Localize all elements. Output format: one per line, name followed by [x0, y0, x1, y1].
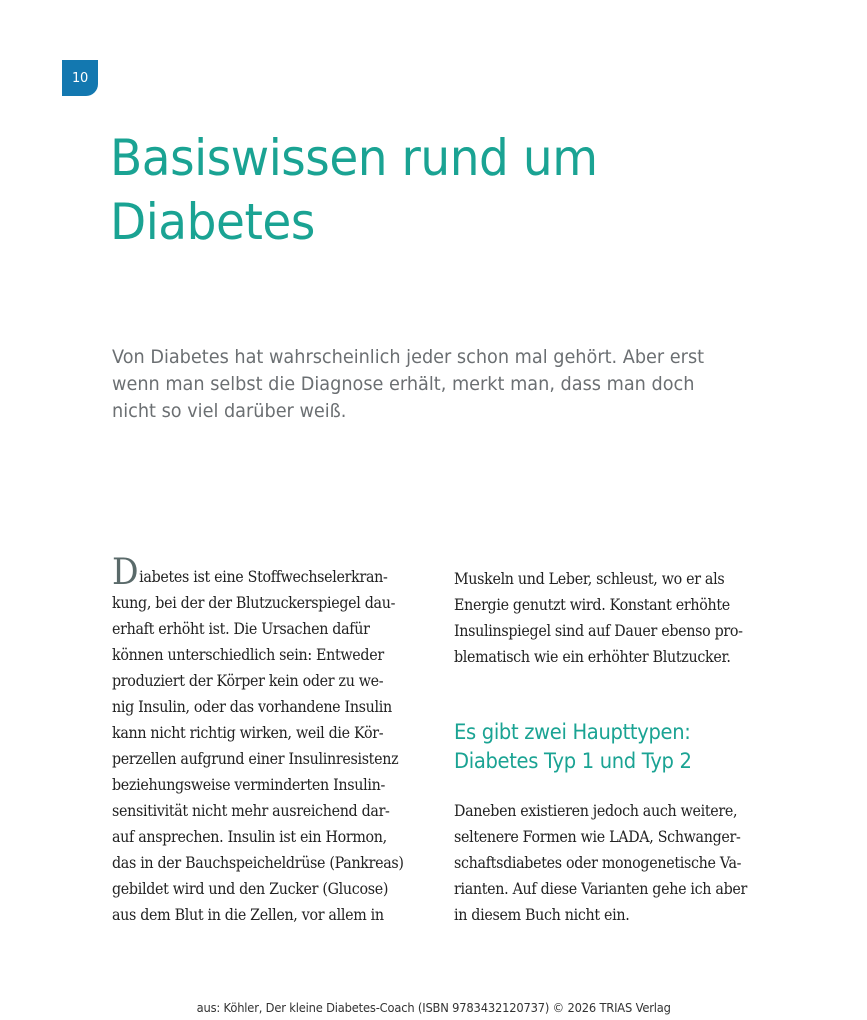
text-line: beziehungsweise verminderten Insulin-: [112, 776, 385, 794]
section-subheading: [454, 718, 789, 776]
drop-cap: D: [112, 552, 139, 593]
text-line: Insulinspiegel sind auf Dauer ebenso pro-: [454, 622, 743, 640]
text-line: rianten. Auf diese Varianten gehe ich aber: [454, 880, 747, 898]
subheading-line-2: Diabetes Typ 1 und Typ 2: [454, 749, 692, 773]
source-footer: [0, 1000, 867, 1015]
intro-line: wenn man selbst die Diagnose erhält, merkt man, dass man doch: [112, 373, 695, 395]
chapter-title-line-1: Basiswissen rund um: [110, 129, 598, 187]
text-line: aus dem Blut in die Zellen, vor allem in: [112, 906, 384, 924]
left-text-column: [112, 552, 432, 928]
text-line: Muskeln und Leber, schleust, wo er als: [454, 570, 725, 588]
text-line: auf ansprechen. Insulin ist ein Hormon,: [112, 828, 387, 846]
subheading-line-1: Es gibt zwei Haupttypen:: [454, 720, 691, 744]
text-line: perzellen aufgrund einer Insulinresistenz: [112, 750, 399, 768]
text-line: erhaft erhöht ist. Die Ursachen dafür: [112, 620, 370, 638]
intro-line: nicht so viel darüber weiß.: [112, 400, 347, 422]
text-line: können unterschiedlich sein: Entweder: [112, 646, 384, 664]
text-line: Energie genutzt wird. Konstant erhöhte: [454, 596, 730, 614]
text-line: kann nicht richtig wirken, weil die Kör-: [112, 724, 384, 742]
text-line: schaftsdiabetes oder monogenetische Va-: [454, 854, 742, 872]
text-line: blematisch wie ein erhöhter Blutzucker.: [454, 648, 731, 666]
text-line: kung, bei der der Blutzuckerspiegel dau-: [112, 594, 396, 612]
body-paragraph: [454, 798, 785, 928]
text-line: Daneben existieren jedoch auch weitere,: [454, 802, 738, 820]
chapter-title-line-2: Diabetes: [110, 193, 315, 251]
text-line: nig Insulin, oder das vorhandene Insulin: [112, 698, 392, 716]
chapter-title: [110, 126, 712, 254]
page-number: 10: [72, 70, 88, 86]
page-number-badge: [62, 60, 98, 96]
text-line: sensitivität nicht mehr ausreichend dar-: [112, 802, 390, 820]
intro-paragraph: [112, 344, 744, 425]
text-line: seltenere Formen wie LADA, Schwanger-: [454, 828, 741, 846]
text-line: produziert der Körper kein oder zu we-: [112, 672, 384, 690]
body-paragraph-continued: [454, 566, 785, 670]
footer-text: aus: Köhler, Der kleine Diabetes-Coach (ISBN 9783432120737) © 2026 TRIAS Verlag: [196, 1000, 671, 1015]
intro-line: Von Diabetes hat wahrscheinlich jeder schon mal gehört. Aber erst: [112, 346, 705, 368]
text-line: das in der Bauchspeicheldrüse (Pankreas): [112, 854, 404, 872]
text-line: gebildet wird und den Zucker (Glucose): [112, 880, 389, 898]
right-text-column: [454, 566, 784, 928]
text-line: iabetes ist eine Stoffwechselerkran-: [139, 568, 388, 586]
text-line: in diesem Buch nicht ein.: [454, 906, 630, 924]
body-paragraph: [112, 552, 443, 928]
